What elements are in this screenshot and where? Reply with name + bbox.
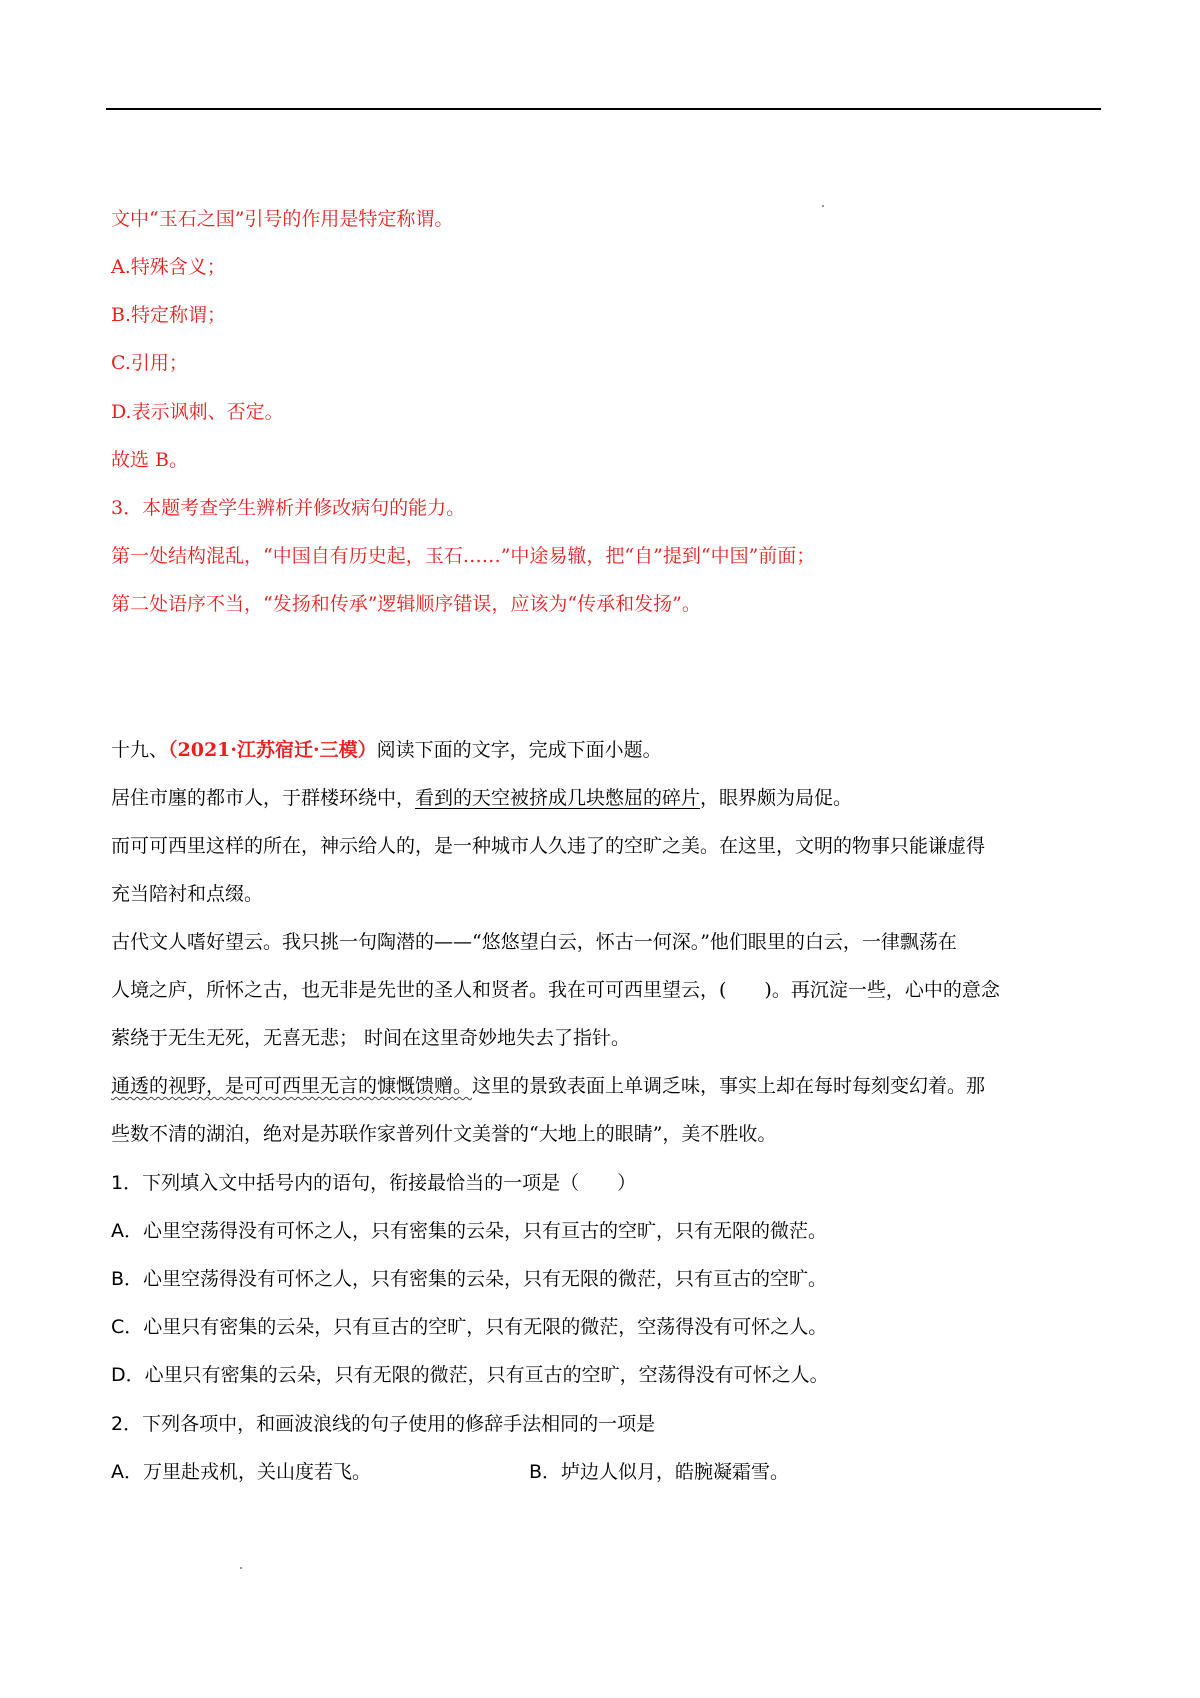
q3-point-2: 第二处语序不当，“发扬和传承”逻辑顺序错误，应该为“传承和发扬”。	[111, 593, 701, 615]
answer-option-c: C.引用；	[111, 352, 188, 374]
q2-option-a: A．万里赴戎机，关山度若飞。	[111, 1461, 371, 1483]
q2-stem: 2．下列各项中，和画波浪线的句子使用的修辞手法相同的一项是	[111, 1413, 656, 1435]
header-rule	[106, 108, 1101, 110]
answer-option-b: B.特定称谓；	[111, 304, 227, 326]
passage-p3-line3: 萦绕于无生无死，无喜无悲； 时间在这里奇妙地失去了指针。	[111, 1027, 631, 1049]
q3-title: 3．本题考查学生辨析并修改病句的能力。	[111, 497, 466, 519]
passage-p3-line1: 古代文人嗜好望云。我只挑一句陶潜的——“悠悠望白云，怀古一何深。”他们眼里的白云，一律飘荡在	[111, 931, 957, 953]
section-heading	[111, 737, 662, 763]
passage-p1-after: ，眼界颇为局促。	[700, 787, 853, 809]
answer-choice: 故选 B。	[111, 449, 189, 471]
wavy-underlined-sentence: 通透的视野，是可可西里无言的慷慨馈赠。	[111, 1075, 473, 1097]
passage-p1-before: 居住市廛的都市人，于群楼环绕中，	[111, 787, 416, 809]
passage-p4-line2: 些数不清的湖泊，绝对是苏联作家普列什文美誉的“大地上的眼睛”，美不胜收。	[111, 1123, 777, 1145]
answer-option-a: A.特殊含义；	[111, 256, 226, 278]
passage-p2-line2: 充当陪衬和点缀。	[111, 883, 264, 905]
section-number: 十九、	[111, 739, 169, 761]
q1-option-d: D．心里只有密集的云朵，只有无限的微茫，只有亘古的空旷，空荡得没有可怀之人。	[111, 1364, 829, 1386]
q2-option-b: B．垆边人似月，皓腕凝霜雪。	[529, 1461, 790, 1483]
passage-p4-after: 这里的景致表面上单调乏味，事实上却在每时每刻变幻着。那	[472, 1075, 986, 1097]
underlined-sentence: 看到的天空被挤成几块憋屈的碎片	[415, 787, 701, 809]
q1-option-a: A．心里空荡得没有可怀之人，只有密集的云朵，只有亘古的空旷，只有无限的微茫。	[111, 1220, 827, 1242]
q2-options	[111, 1459, 1091, 1485]
stray-dot-bottom	[240, 1567, 242, 1569]
answer-option-d: D.表示讽刺、否定。	[111, 401, 284, 423]
passage-p2-line1: 而可可西里这样的所在，神示给人的，是一种城市人久违了的空旷之美。在这里，文明的物事只能谦虚得	[111, 835, 986, 857]
section-instruction: 阅读下面的文字，完成下面小题。	[376, 739, 662, 761]
q1-option-b: B．心里空荡得没有可怀之人，只有密集的云朵，只有无限的微茫，只有亘古的空旷。	[111, 1268, 828, 1290]
q3-point-1: 第一处结构混乱，“中国自有历史起，玉石……”中途易辙，把“自”提到“中国”前面；	[111, 545, 816, 567]
passage-p3-line2: 人境之庐，所怀之古，也无非是先世的圣人和贤者。我在可可西里望云，( )。再沉淀一些，心中的意念	[111, 979, 1000, 1001]
stray-dot	[822, 205, 824, 207]
passage-p4-line1	[111, 1073, 985, 1099]
passage-p1	[111, 785, 852, 811]
section-source: （2021·江苏宿迁·三模）	[168, 739, 377, 761]
q1-option-c: C．心里只有密集的云朵，只有亘古的空旷，只有无限的微茫，空荡得没有可怀之人。	[111, 1316, 828, 1338]
answer-line-1: 文中“玉石之国”引号的作用是特定称谓。	[111, 208, 454, 230]
q1-stem: 1．下列填入文中括号内的语句，衔接最恰当的一项是（ ）	[111, 1172, 637, 1194]
